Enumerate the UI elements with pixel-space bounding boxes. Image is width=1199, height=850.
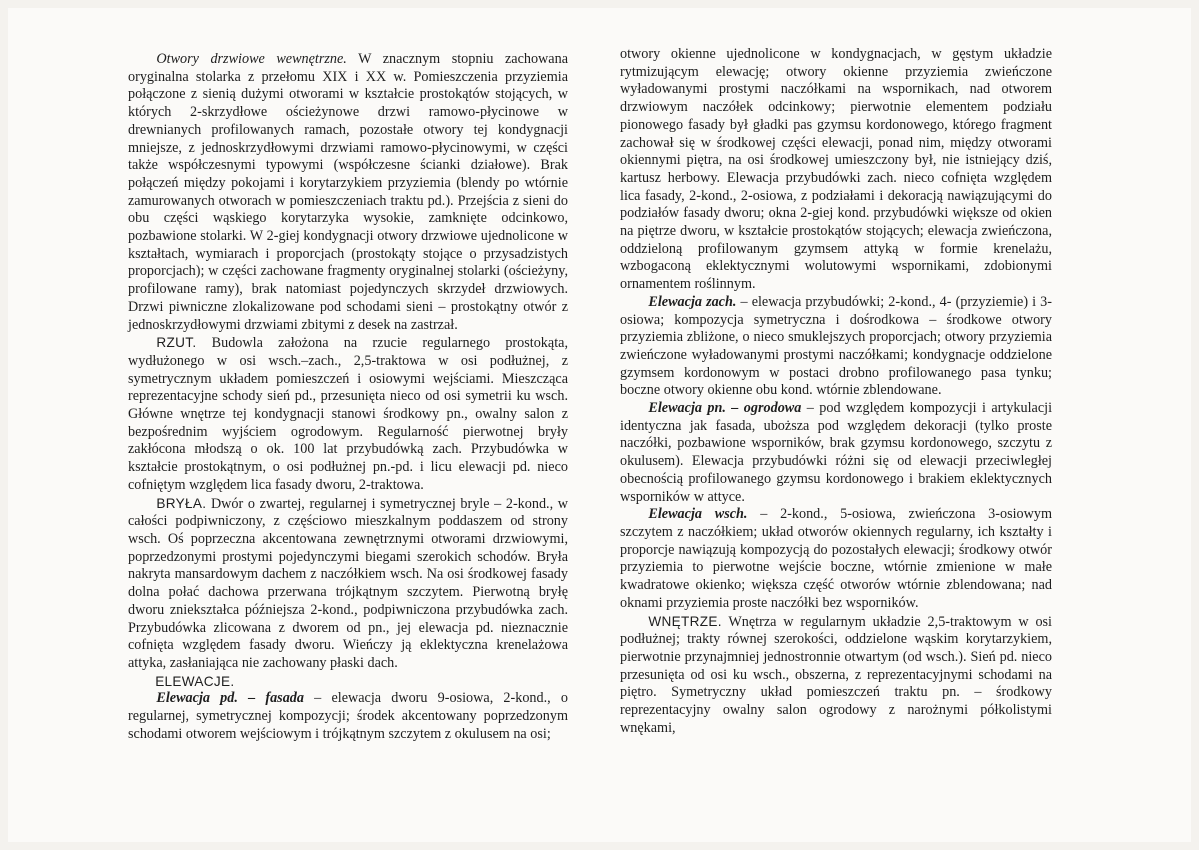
paragraph-continuation: otwory okienne ujednolicone w kondygnacjach, w gęstym układzie rytmizującym elewację; otwory okienne przyziemia zwieńczone wyładowanymi prostymi naczółkami na wspornikach, nad otworem drzwiowym naczółek odcinkowy; pierwotnie elementem podziału pionowego fasady był gładki pas gzymsu kordonowego, którego fragment zachował się w środkowej części elewacji, ponad nim, między otworami okiennymi piętra, na osi środkowej umieszczony był, nie istniejący dziś, kartusz herbowy. Elewacja przybudówki zach. nieco cofnięta względem lica fasady, 2-kond., 2-osiowa, z podziałami i dekoracją nawiązującymi do podziałów fasady dworu; okna 2-giej kond. przybudówki większe od okien na piętrze dworu, w kształcie prostokątów stojących; elewacja zwieńczona, oddzieloną profilowanym gzymsem attyką w formie krenelażu, wzbogaconą eklektycznymi wolutowymi wspornikami, zdobionymi ornamentem roślinnym. xyxy=(620,46,1052,293)
paragraph-east-elevation xyxy=(620,506,1052,612)
paragraph-north-elevation xyxy=(620,400,1052,506)
scanned-page xyxy=(8,8,1191,842)
left-column xyxy=(128,51,568,743)
paragraph-title-body: BRYŁA. xyxy=(156,495,207,511)
paragraph-text-doors: W znacznym stopniu zachowana oryginalna stolarka z przełomu XIX i XX w. Pomieszczenia przyziemia połączone z sienią dużymi otworami w kształcie prostokątów stojących, w których 2-skrzydłowe ościeżynowe drzwi ramowo-płycinowe w drewnianych profilowanych ramach, pozostałe otwory tej kondygnacji mniejsze, z jednoskrzydłowymi drzwiami ramowo-płycinowymi, w części także współczesnymi typowymi (współczesne ścianki działowe). Brak połączeń między pokojami i korytarzykiem przyziemia (blendy po wtórnie zamurowanych otworach w pomieszczeniach traktu pd.). Przejścia z sieni do obu części wąskiego korytarzyka wysokie, zamknięte odcinkowo, pozbawione stolarki. W 2-giej kondygnacji otwory drzwiowe ujednolicone w kształtach, wymiarach i proporcjach (prostokąty stojące o przysadzistych proporcjach); w części zachowane fragmenty oryginalnej stolarki (ościeżyny, profilowane ramy), brak natomiast pojedynczych skrzydeł drzwiowych. Drzwi piwniczne zlokalizowane pod schodami sieni – prostokątny otwór z jednoskrzydłowymi drzwiami zbitymi z desek na zastrzał. xyxy=(128,51,568,333)
paragraph-body xyxy=(128,495,568,673)
paragraph-text-west-elevation: – elewacja przybudówki; 2-kond., 4- (przyziemie) i 3-osiowa; kompozycja symetryczna i dośrodkowa – środkowe otwory przyziemia zbliżone, o nieco smuklejszych proporcjach; otwory przyziemia zwieńczone wyładowanymi prostymi naczółkami; kondygnacje oddzielone gzymsem kordonowym w postaci drobno profilowanego pasa tynku; boczne otwory okienne obu kond. wtórnie zblendowane. xyxy=(620,293,1052,399)
right-column xyxy=(620,46,1052,737)
paragraph-plan xyxy=(128,334,568,494)
paragraph-text-plan: Budowla założona na rzucie regularnego prostokąta, wydłużonego w osi wsch.–zach., 2,5-traktowa w osi podłużnej, z symetrycznym układem pomieszczeń i osiowymi wejściami. Mieszcząca reprezentacyjne schody sień pd., przesunięta nieco od osi symetrii ku wsch. Główne wnętrze tej kondygnacji stanowi środkowy pn., owalny salon z bezpośrednim wyjściem ogrodowym. Regularność pierwotnej bryły zakłócona młodszą o ok. 100 lat przybudówką zach. Przybudówka w kształcie prostokątnym, o osi podłużnej pn.-pd. i licu elewacji pd. nieco cofniętym względem lica fasady dworu, 2-traktowa. xyxy=(128,335,568,493)
paragraph-title-south-elevation: Elewacja pd. – fasada xyxy=(156,690,304,707)
paragraph-interior xyxy=(620,613,1052,738)
paragraph-title-plan: RZUT. xyxy=(156,335,197,351)
paragraph-title-east-elevation: Elewacja wsch. xyxy=(648,506,748,523)
paragraph-text-interior: Wnętrza w regularnym układzie 2,5-traktowym w osi podłużnej; trakty równej szerokości, oddzielone wąskim korytarzykiem, pierwotnie przynajmniej jednostronnie otwartym (od wsch.). Sień pd. nieco przesunięta od osi ku wsch., obszerna, z reprezentacyjnymi schodami na piętro. Symetryczny układ pomieszczeń traktu pn. – środkowy reprezentacyjny owalny salon ogrodowy z narożnymi półkolistymi wnękami, xyxy=(620,613,1053,736)
paragraph-title-interior: WNĘTRZE. xyxy=(648,613,722,629)
paragraph-title-west-elevation: Elewacja zach. xyxy=(648,293,737,310)
paragraph-south-elevation xyxy=(128,690,568,743)
paragraph-text-north-elevation: – pod względem kompozycji i artykulacji identyczna jak fasada, uboższa pod względem dekoracji (tylko proste naczółki, pozbawione wsporników, brak gzymsu kordonowego, szczytu z okulusem). Elewacja przybudówki różni się od elewacji przeciwległej obecnością profilowanego gzymsu kordonowego i brakiem eklektycznych wsporników w attyce. xyxy=(620,400,1053,505)
paragraph-west-elevation xyxy=(620,294,1052,400)
paragraph-doors xyxy=(128,51,568,334)
paragraph-text-east-elevation: – 2-kond., 5-osiowa, zwieńczona 3-osiowym szczytem z naczółkiem; układ otworów okiennych regularny, ich kształty i proporcje nawiązują kompozycją do pozostałych elewacji; środkowy otwór przyziemia to pierwotne wejście boczne, wtórnie zmienione w małe kwadratowe okienko; większa część otworów wtórnie zblendowana; nad oknami przyziemia proste naczółki bez wsporników. xyxy=(620,506,1053,611)
paragraph-title-north-elevation: Elewacja pn. – ogrodowa xyxy=(648,400,802,417)
paragraph-title-doors: Otwory drzwiowe wewnętrzne. xyxy=(156,51,347,67)
paragraph-text-body: Dwór o zwartej, regularnej i symetrycznej bryle – 2-kond., w całości podpiwniczony, z częściowo mieszkalnym poddaszem od strony wsch. Oś poprzeczna akcentowana zewnętrznymi otworami drzwiowymi, poprzedzonymi prostymi pojedynczymi biegami szerokich schodów. Bryła nakryta mansardowym dachem z naczółkiem wsch. Na osi środkowej fasady dolna połać dachowa przerwana trójkątnym szczytem. Pierwotną bryłę dworu zniekształca późniejsza 2-kond., podpiwniczona przybudówka zach. Przybudówka zlicowana z dworem od pn., jej elewacja pd. nieznacznie cofnięta względem fasady dworu. Wieńczy ją eklektyczna krenelażowa attyka, zasłaniająca nie zachowany płaski dach. xyxy=(128,495,569,671)
paragraph-text-south-elevation: – elewacja dworu 9-osiowa, 2-kond., o regularnej, symetrycznej kompozycji; środek akcentowany poprzedzonym schodami otworem wejściowym i trójkątnym szczytem z okulusem na osi; xyxy=(128,690,568,742)
section-heading-elevations: ELEWACJE. xyxy=(155,673,235,689)
